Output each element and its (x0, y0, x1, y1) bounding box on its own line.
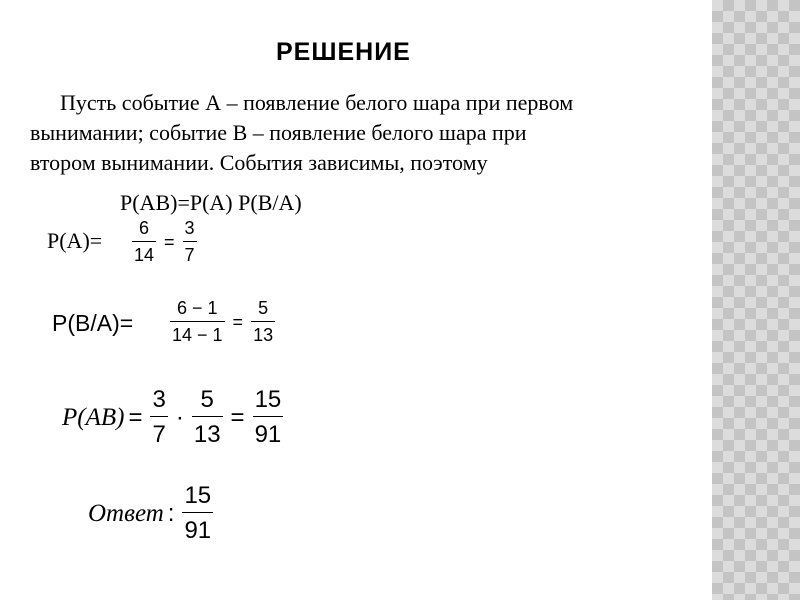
pa-fraction-1 (132, 218, 156, 266)
pba-formula (166, 298, 279, 346)
pab-frac2-numerator: 5 (200, 386, 214, 413)
pba-frac2-numerator: 5 (258, 298, 269, 318)
pba-frac1-denominator: 14 − 1 (172, 325, 223, 345)
pab-fraction-3 (253, 386, 284, 449)
pa-formula (128, 218, 201, 266)
pab-frac3-numerator: 15 (254, 386, 282, 413)
pab-formula (62, 386, 287, 449)
pab-frac3-denominator: 91 (254, 421, 282, 448)
pab-label: P(AB) (62, 403, 125, 431)
pa-frac2-denominator: 7 (184, 245, 195, 265)
pba-frac2-denominator: 13 (253, 325, 274, 345)
pa-frac1-numerator: 6 (139, 218, 150, 238)
pab-fraction-1 (150, 386, 167, 449)
equals-sign: = (230, 403, 245, 431)
equals-sign: = (164, 231, 175, 252)
pab-frac1-denominator: 7 (152, 421, 166, 448)
answer-fraction (182, 482, 213, 545)
paragraph-line-1: Пусть событие А – появление белого шара при первом (60, 90, 574, 115)
answer-label: Ответ (88, 499, 164, 527)
equals-sign: = (128, 403, 143, 431)
pa-frac2-numerator: 3 (184, 218, 195, 238)
pab-frac2-denominator: 13 (193, 421, 221, 448)
pa-label: P(A)= (47, 228, 103, 253)
answer-formula (88, 482, 217, 545)
paragraph-line-2: вынимании; событие В – появление белого шара при (30, 120, 527, 145)
pba-frac1-numerator: 6 − 1 (177, 298, 218, 318)
slide-title: РЕШЕНИЕ (276, 38, 411, 66)
pa-fraction-2 (183, 218, 197, 266)
answer-numerator: 15 (184, 482, 212, 509)
answer-denominator: 91 (184, 517, 212, 544)
colon: : (167, 499, 175, 527)
paragraph-line-3: втором вынимании. События зависимы, поэтому (30, 150, 488, 175)
equals-sign: = (232, 311, 244, 332)
pa-frac1-denominator: 14 (134, 245, 155, 265)
multiply-dot: · (175, 403, 184, 431)
problem-text (30, 88, 710, 178)
pab-fraction-2 (192, 386, 223, 449)
pba-fraction-2 (251, 298, 275, 346)
pba-label: P(B/A)= (52, 310, 134, 336)
pab-frac1-numerator: 3 (152, 386, 166, 413)
multiplication-rule: P(AB)=P(A) P(B/A) (120, 190, 302, 215)
decorative-sidebar (712, 0, 800, 600)
pba-fraction-1 (170, 298, 225, 346)
